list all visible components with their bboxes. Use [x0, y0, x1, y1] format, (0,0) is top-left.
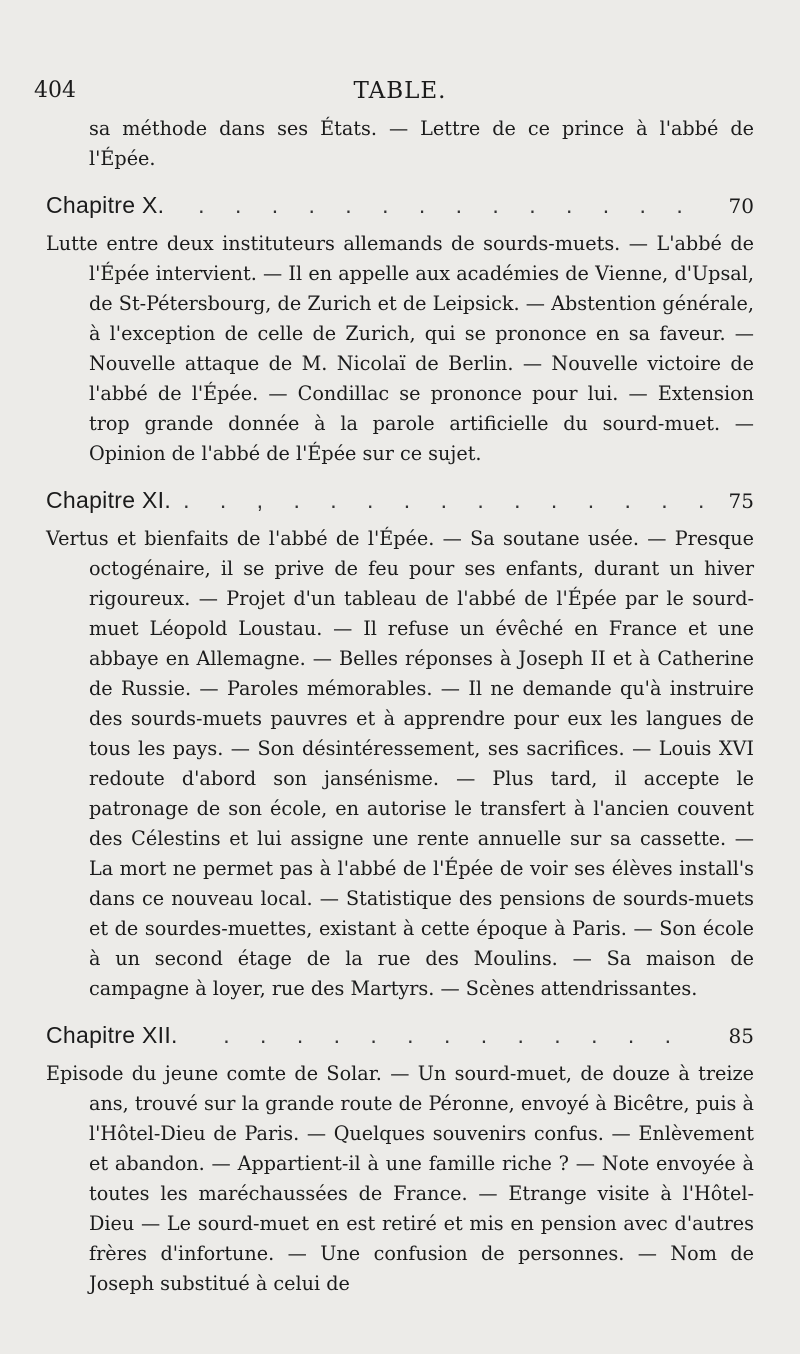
- chapter-title: Chapitre XII.: [46, 1022, 178, 1048]
- chapter-page-number: 85: [728, 1024, 754, 1048]
- chapter-heading: [46, 192, 754, 219]
- leader-dots: . . . . . . . . . . . . . .: [198, 192, 695, 218]
- leader-dots: . . . . . . . . . . . . .: [223, 1022, 684, 1048]
- leader-dots: . . , . . . . . . . . . . . .: [183, 487, 717, 513]
- chapter-summary: Vertus et bienfaits de l'abbé de l'Épée. — Sa soutane usée. — Presque octogénaire, il se prive de feu pour ses enfants, durant un hiver rigoureux. — Projet d'un tableau de l'abbé de l'Épée par le sourd-muet Léopold Loustau. — Il refuse un évêché en France et une abbaye en Allemagne. — Belles réponses à Joseph II et à Catherine de Russie. — Paroles mémorables. — Il ne demande qu'à instruire des sourds-muets pauvres et à apprendre pour eux les langues de tous les pays. — Son désintéressement, ses sacrifices. — Louis XVI redoute d'abord son jansénisme. — Plus tard, il accepte le patronage de son école, en autorise le transfert à l'ancien couvent des Célestins et lui assigne une rente annuelle sur sa cassette. — La mort ne permet pas à l'abbé de l'Épée de voir ses élèves install's dans ce nouveau local. — Statistique des pensions de sourds-muets et de sourdes-muettes, existant à cette époque à Paris. — Son école à un second étage de la rue des Moulins. — Sa maison de campagne à loyer, rue des Martyrs. — Scènes attendrissantes.: [46, 527, 754, 1000]
- chapter-title: Chapitre X.: [46, 192, 165, 218]
- chapter-page-number: 75: [728, 489, 754, 513]
- chapter-entry-xi: [46, 487, 754, 1004]
- running-title: TABLE.: [353, 78, 447, 104]
- chapter-heading: [46, 1022, 754, 1049]
- chapter-entry-xii: [46, 1022, 754, 1299]
- running-head: [34, 78, 754, 114]
- chapter-summary: Lutte entre deux instituteurs allemands de sourds-muets. — L'abbé de l'Épée intervient. — Il en appelle aux académies de Vienne, d'Upsal, de St-Pétersbourg, de Zurich et de Leipsick. — Abstention générale, à l'exception de celle de Zurich, qui se prononce en sa faveur. — Nouvelle attaque de M. Nicolaï de Berlin. — Nouvelle victoire de l'abbé de l'Épée. — Condillac se prononce pour lui. — Extension trop grande donnée à la parole artificielle du sourd-muet. — Opinion de l'abbé de l'Épée sur ce sujet.: [46, 232, 754, 465]
- chapter-entry-x: [46, 192, 754, 469]
- continuation-text: sa méthode dans ses États. — Lettre de ce prince à l'abbé de l'Épée.: [89, 117, 754, 170]
- chapter-summary: Episode du jeune comte de Solar. — Un sourd-muet, de douze à treize ans, trouvé sur la grande route de Péronne, envoyé à Bicêtre, puis à l'Hôtel-Dieu de Paris. — Quelques souvenirs confus. — Enlèvement et abandon. — Appartient-il à une famille riche ? — Note envoyée à toutes les maréchaussées de France. — Etrange visite à l'Hôtel-Dieu — Le sourd-muet en est retiré et mis en pension avec d'autres frères d'infortune. — Une confusion de personnes. — Nom de Joseph substitué à celui de: [46, 1062, 754, 1295]
- chapter-title: Chapitre XI.: [46, 487, 172, 513]
- chapter-page-number: 70: [728, 194, 754, 218]
- page-number: 404: [34, 78, 76, 103]
- chapter-heading: [46, 487, 754, 514]
